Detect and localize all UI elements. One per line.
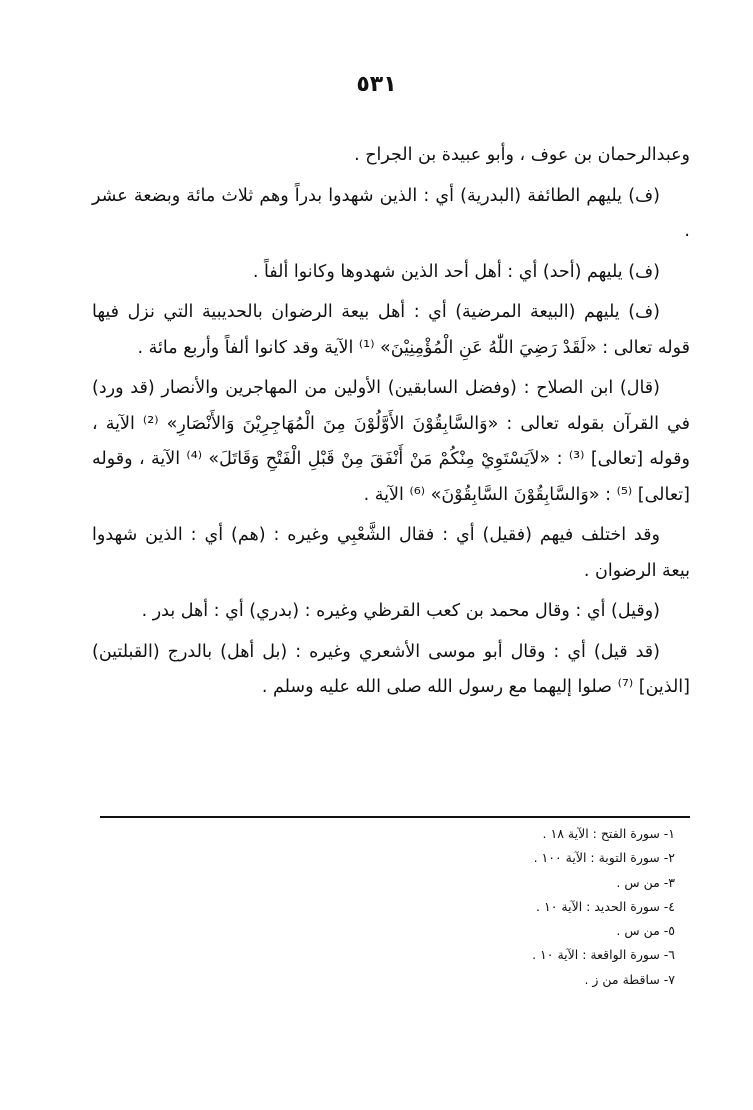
- paragraph-3: (ف) يليهم (أحد) أي : أهل أحد الذين شهدوها وكانوا ألفاً .: [252, 261, 660, 282]
- paragraph-1: وعبدالرحمان بن عوف ، وأبو عبيدة بن الجراح .: [354, 145, 690, 165]
- paragraph-6: وقد اختلف فيهم (فقيل) أي : فقال الشَّعْبِي وغيره : (هم) أي : الذين شهدوا بيعة الرضوان .: [92, 525, 690, 581]
- footnote-7: ٧- ساقطة من ز .: [584, 971, 675, 987]
- main-text: [92, 138, 690, 711]
- page-number: ٥٣١: [356, 72, 397, 97]
- paragraph-5: (قال) ابن الصلاح : (وفضل السابقين) الأولين من المهاجرين والأنصار (قد ورد) في القرآن بقوله تعالى : «وَالسَّابِقُوْنَ الأَوَّلُوْنَ مِنَ الْمُهَاجِرِيْنَ وَالأَنْصَارِ» ⁽²⁾ الآية ، وقوله [تعالى] ⁽³⁾ : «لاَيَسْتَوِيْ مِنْكُمْ مَنْ أَنْفَقَ مِنْ قَبْلِ الْفَتْحِ وَقَاتَلَ» ⁽⁴⁾ الآية ، وقوله [تعالى] ⁽⁵⁾ : «وَالسَّابِقُوْنَ السَّابِقُوْنَ» ⁽⁶⁾ الآية .: [92, 378, 691, 505]
- footnote-5: ٥- من س .: [616, 923, 675, 939]
- footnote-1: ١- سورة الفتح : الآية ١٨ .: [542, 826, 675, 841]
- paragraph-2: (ف) يليهم الطائفة (البدرية) أي : الذين شهدوا بدراً وهم ثلاث مائة وبضعة عشر .: [92, 185, 690, 241]
- footnote-3: ٣- من س .: [616, 874, 675, 890]
- footnote-4: ٤- سورة الحديد : الآية ١٠ .: [536, 898, 675, 914]
- footnote-6: ٦- سورة الواقعة : الآية ١٠ .: [532, 947, 675, 963]
- footnote-2: ٢- سورة التوبة : الآية ١٠٠ .: [533, 850, 675, 866]
- footnotes: [300, 822, 675, 992]
- paragraph-4: (ف) يليهم (البيعة المرضية) أي : أهل بيعة الرضوان بالحديبية التي نزل فيها قوله تعالى : «لَقَدْ رَضِيَ اللّٰهُ عَنِ الْمُؤْمِنِيْنَ» ⁽¹⁾ الآية وقد كانوا ألفاً وأربع مائة .: [92, 302, 690, 358]
- footnote-divider: [100, 816, 690, 818]
- paragraph-7: (وقيل) أي : وقال محمد بن كعب القرظي وغيره : (بدري) أي : أهل بدر .: [141, 601, 660, 621]
- paragraph-8: (قد قيل) أي : وقال أبو موسى الأشعري وغيره : (بل أهل) بالدرج (القبلتين) [الذين] ⁽⁷⁾ صلوا إليهما مع رسول الله صلى الله عليه وسلم .: [92, 641, 690, 697]
